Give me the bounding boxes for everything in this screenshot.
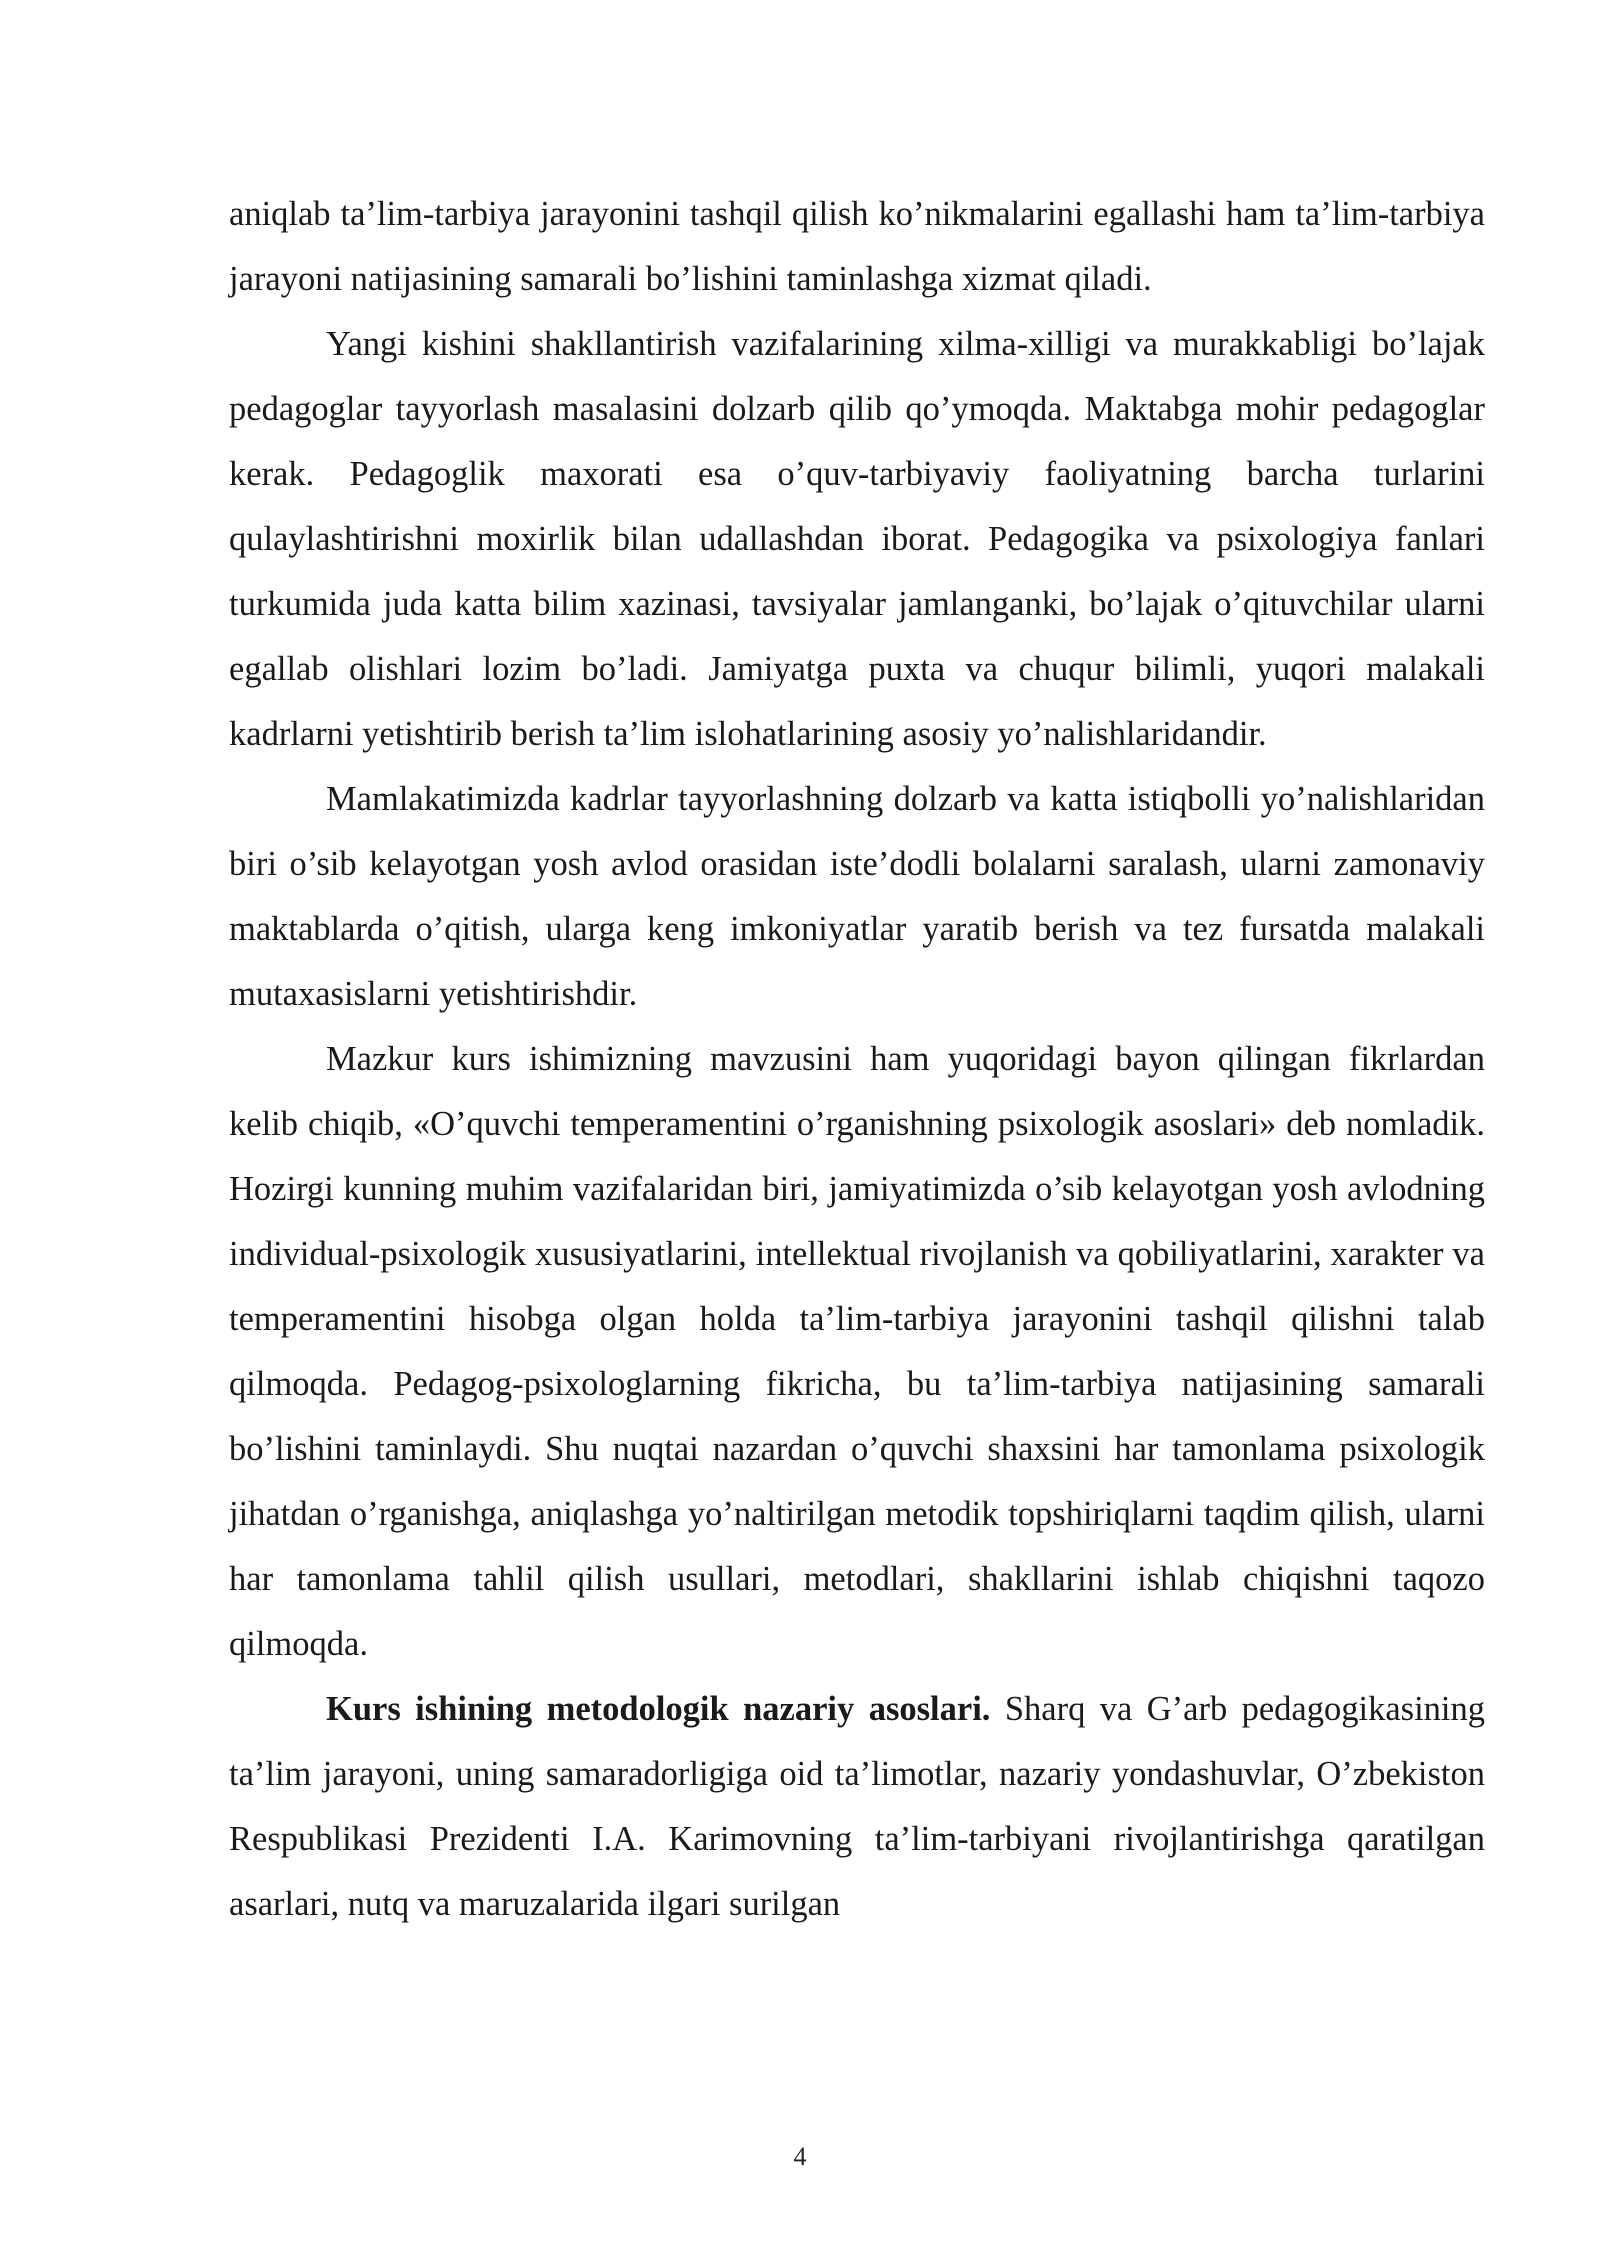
paragraph-cadre-preparation: Mamlakatimizda kadrlar tayyorlashning dolzarb va katta istiqbolli yo’nalishlaridan biri o’sib kelayotgan yosh avlod orasidan iste’dodli bolalarni saralash, ularni zamonaviy maktablarda o’qitish, ularga keng imkoniyatlar yaratib berish va tez fursatda malakali mutaxasislarni yetishtirishdir. <box>229 780 1485 1013</box>
methodology-heading: Kurs ishining metodologik nazariy asoslari. <box>326 1690 991 1728</box>
page-number: 4 <box>793 2142 807 2171</box>
paragraph-methodology <box>229 1677 1485 1937</box>
paragraph-teacher-training: Yangi kishini shakllantirish vazifalarining xilma-xilligi va murakkabligi bo’lajak pedagoglar tayyorlash masalasini dolzarb qilib qo’ymoqda. Maktabga mohir pedagoglar kerak. Pedagoglik maxorati esa o’quv-tarbiyaviy faoliyatning barcha turlarini qulaylashtirishni moxirlik bilan udallashdan iborat. Pedagogika va psixologiya fanlari turkumida juda katta bilim xazinasi, tavsiyalar jamlanganki, bo’lajak o’qituvchilar ularni egallab olishlari lozim bo’ladi. Jamiyatga puxta va chuqur bilimli, yuqori malakali kadrlarni yetishtirib berish ta’lim islohatlarining asosiy yo’nalishlaridandir. <box>229 325 1485 753</box>
paragraph-continuation: aniqlab ta’lim-tarbiya jarayonini tashqil qilish ko’nikmalarini egallashi ham ta’lim-tarbiya jarayoni natijasining samarali bo’lishini taminlashga xizmat qiladi. <box>229 195 1485 298</box>
paragraph-course-topic: Mazkur kurs ishimizning mavzusini ham yuqoridagi bayon qilingan fikrlardan kelib chiqib, «O’quvchi temperamentini o’rganishning psixologik asoslari» deb nomladik. Hozirgi kunning muhim vazifalaridan biri, jamiyatimizda o’sib kelayotgan yosh avlodning individual-psixologik xususiyatlarini, intellektual rivojlanish va qobiliyatlarini, xarakter va temperamentini hisobga olgan holda ta’lim-tarbiya jarayonini tashqil qilishni talab qilmoqda. Pedagog-psixologlarning fikricha, bu ta’lim-tarbiya natijasining samarali bo’lishini taminlaydi. Shu nuqtai nazardan o’quvchi shaxsini har tamonlama psixologik jihatdan o’rganishga, aniqlashga yo’naltirilgan metodik topshiriqlarni taqdim qilish, ularni har tamonlama tahlil qilish usullari, metodlari, shakllarini ishlab chiqishni taqozo qilmoqda. <box>229 1040 1485 1663</box>
methodology-text: Sharq va G’arb pedagogikasining ta’lim jarayoni, uning samaradorligiga oid ta’limotlar, nazariy yondashuvlar, O’zbekiston Respublikasi Prezidenti I.A. Karimovning ta’lim-tarbiyani rivojlantirishga qaratilgan asarlari, nutq va maruzalarida ilgari surilgan <box>229 1690 1485 1923</box>
document-body <box>229 182 1485 1937</box>
